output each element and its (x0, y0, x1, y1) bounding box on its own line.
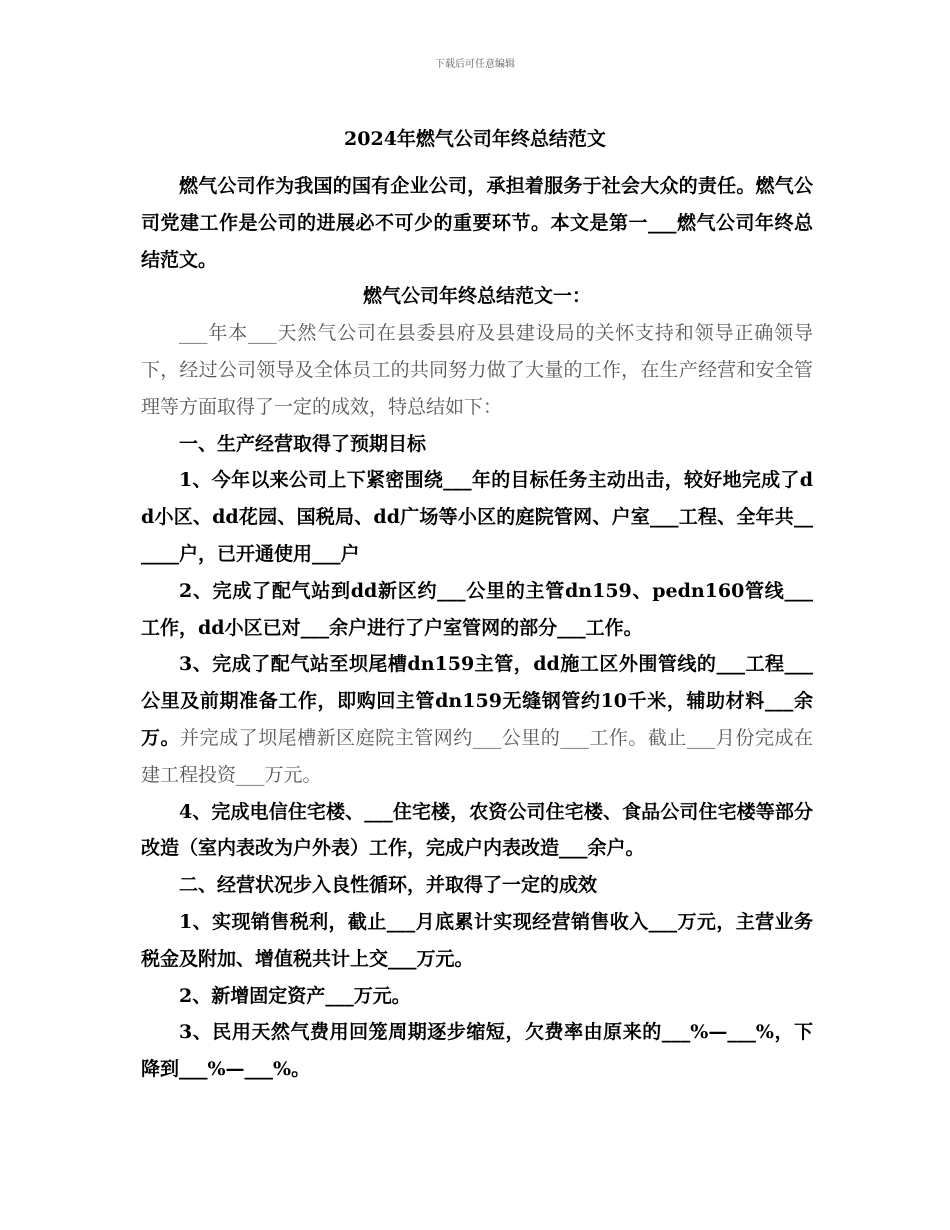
header-note: 下载后可任意编辑 (435, 59, 515, 70)
document-body (141, 168, 813, 1088)
document-title: 2024年燃气公司年终总结范文 (344, 128, 606, 150)
heading-production: 一、生产经营取得了预期目标 (179, 432, 427, 455)
summary-paragraph: ___年本___天然气公司在县委县府及县建设局的关怀支持和领导正确领导下，经过公司领导及全体员工的共同努力做了大量的工作，在生产经营和安全管理等方面取得了一定的成效，特总结如下： (141, 322, 813, 418)
ops-item-1: 1、实现销售税利，截止___月底累计实现经营销售收入___万元，主营业务税金及附加、增值税共计上交___万元。 (141, 910, 813, 970)
item-3-main: 3、完成了配气站至坝尾槽dn159主管，dd施工区外围管线的___工程___公里及前期准备工作，即购回主管dn159无缝钢管约10千米，辅助材料___余万。 (141, 653, 813, 749)
item-2: 2、完成了配气站到dd新区约___公里的主管dn159、pedn160管线___工作，dd小区已对___余户进行了户室管网的部分___工作。 (141, 579, 813, 639)
heading-operations: 二、经营状况步入良性循环，并取得了一定的成效 (179, 874, 598, 897)
item-4: 4、完成电信住宅楼、___住宅楼，农资公司住宅楼、食品公司住宅楼等部分改造（室内表改为户外表）工作，完成户内表改造___余户。 (141, 800, 813, 860)
item-3 (141, 646, 813, 793)
item-1: 1、今年以来公司上下紧密围绕___年的目标任务主动出击，较好地完成了dd小区、dd花园、国税局、dd广场等小区的庭院管网、户室___工程、全年共______户，已开通使用___户 (141, 469, 813, 565)
section-heading: 燃气公司年终总结范文一： (362, 285, 591, 308)
ops-item-3: 3、民用天然气费用回笼周期逐步缩短，欠费率由原来的___%—___%，下降到___%—___%。 (141, 1021, 813, 1081)
ops-item-2: 2、新增固定资产___万元。 (179, 984, 411, 1007)
intro-paragraph: 燃气公司作为我国的国有企业公司，承担着服务于社会大众的责任。燃气公司党建工作是公司的进展必不可少的重要环节。本文是第一___燃气公司年终总结范文。 (141, 175, 813, 271)
item-3-continued: 并完成了坝尾槽新区庭院主管网约___公里的___工作。截止___月份完成在建工程投资___万元。 (141, 726, 813, 786)
